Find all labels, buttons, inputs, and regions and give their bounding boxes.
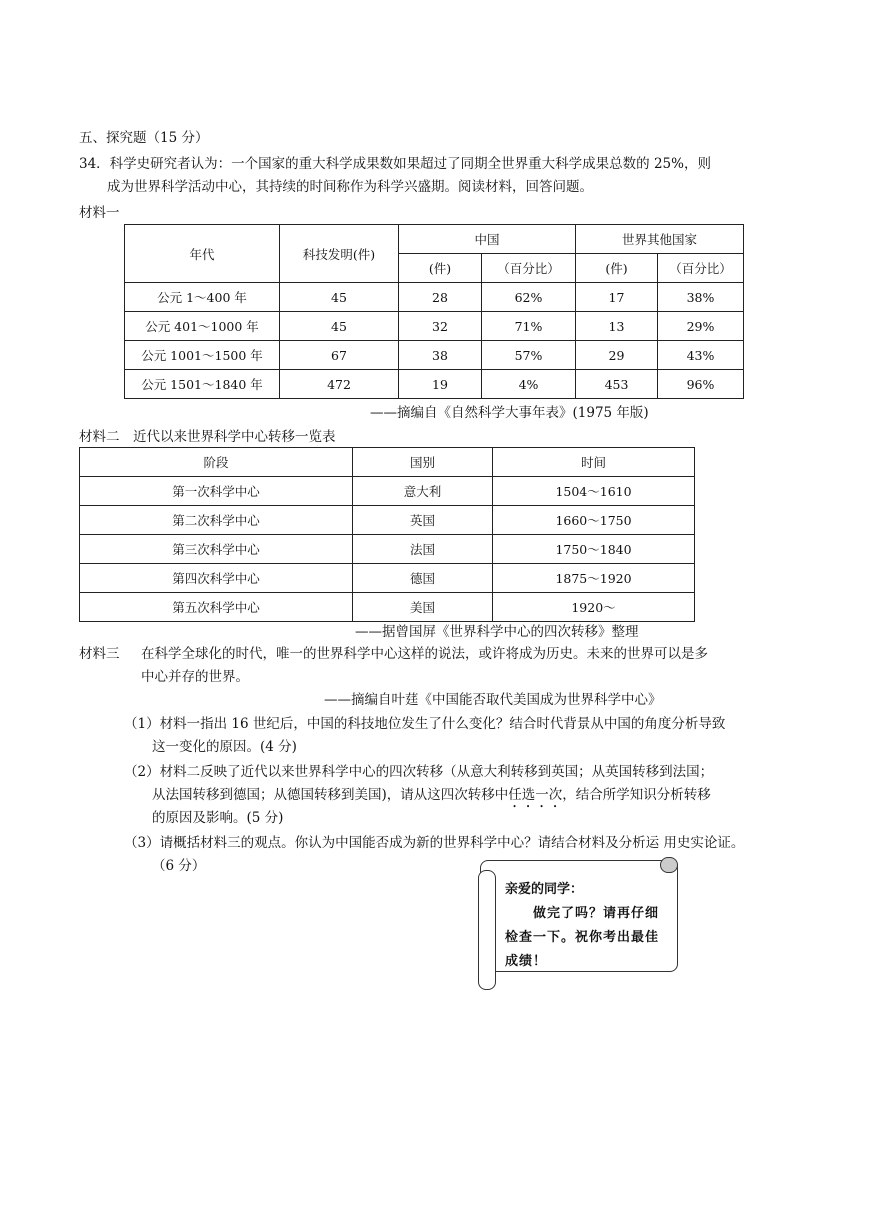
question-2-emphasis: 任选一次 <box>508 787 563 803</box>
header-others-percent: （百分比） <box>658 254 744 283</box>
header-china-percent: （百分比） <box>482 254 576 283</box>
cell-country: 美国 <box>353 593 493 622</box>
table-row <box>80 477 695 506</box>
cell-stage: 第二次科学中心 <box>80 506 353 535</box>
header-others-count: (件) <box>576 254 658 283</box>
cell-total: 45 <box>280 283 399 312</box>
section-title: 五、探究题（15 分） <box>79 130 209 146</box>
scroll-note-text <box>505 878 665 974</box>
cell-others-percent: 43% <box>658 341 744 370</box>
question-2-line2-part-a: 从法国转移到德国；从德国转移到美国)，请从这四次转移中 <box>152 787 509 803</box>
table-row <box>125 312 744 341</box>
header-time: 时间 <box>493 448 695 477</box>
cell-country: 英国 <box>353 506 493 535</box>
material1-source: ——摘编自《自然科学大事年表》(1975 年版) <box>370 405 649 421</box>
cell-stage: 第一次科学中心 <box>80 477 353 506</box>
cell-others-count: 453 <box>576 370 658 399</box>
question-1-line1: （1）材料一指出 16 世纪后，中国的科技地位发生了什么变化？结合时代背景从中国的角度分析导致 <box>124 716 726 732</box>
header-inventions: 科技发明(件) <box>280 225 399 283</box>
cell-time: 1750～1840 <box>493 535 695 564</box>
cell-others-percent: 29% <box>658 312 744 341</box>
material3-text-line1: 在科学全球化的时代，唯一的世界科学中心这样的说法，或许将成为历史。未来的世界可以是多 <box>141 646 708 662</box>
cell-stage: 第五次科学中心 <box>80 593 353 622</box>
material1-table <box>124 224 744 399</box>
material1-label: 材料一 <box>79 205 120 221</box>
cell-country: 意大利 <box>353 477 493 506</box>
cell-china-count: 19 <box>399 370 482 399</box>
cell-era: 公元 1501～1840 年 <box>125 370 280 399</box>
table-row <box>125 370 744 399</box>
cell-china-count: 32 <box>399 312 482 341</box>
table-row <box>80 506 695 535</box>
table-row <box>80 535 695 564</box>
cell-time: 1875～1920 <box>493 564 695 593</box>
cell-others-count: 13 <box>576 312 658 341</box>
material3-source: ——摘编自叶莛《中国能否取代美国成为世界科学中心》 <box>324 692 662 708</box>
scroll-note-greeting: 亲爱的同学： <box>505 882 584 897</box>
question-2-line2-part-b: ，结合所学知识分析转移 <box>562 787 711 803</box>
material2-source: ——据曾国屏《世界科学中心的四次转移》整理 <box>355 624 639 640</box>
table-row <box>80 593 695 622</box>
cell-total: 45 <box>280 312 399 341</box>
cell-others-percent: 38% <box>658 283 744 312</box>
cell-china-count: 38 <box>399 341 482 370</box>
header-stage: 阶段 <box>80 448 353 477</box>
cell-others-count: 17 <box>576 283 658 312</box>
question-stem-line2: 成为世界科学活动中心，其持续的时间称作为科学兴盛期。阅读材料，回答问题。 <box>107 179 593 195</box>
table-row <box>125 283 744 312</box>
cell-era: 公元 1～400 年 <box>125 283 280 312</box>
cell-time: 1920～ <box>493 593 695 622</box>
header-china-count: (件) <box>399 254 482 283</box>
cell-china-percent: 4% <box>482 370 576 399</box>
material2-table <box>79 447 695 622</box>
cell-era: 公元 1001～1500 年 <box>125 341 280 370</box>
cell-total: 67 <box>280 341 399 370</box>
cell-time: 1660～1750 <box>493 506 695 535</box>
question-2-line3: 的原因及影响。(5 分) <box>152 810 284 826</box>
material3-text-line2: 中心并存的世界。 <box>141 669 249 685</box>
scroll-note-body: 做完了吗？请再仔细检查一下。祝你考出最佳成绩！ <box>505 906 660 969</box>
header-country: 国别 <box>353 448 493 477</box>
cell-china-count: 28 <box>399 283 482 312</box>
cell-stage: 第三次科学中心 <box>80 535 353 564</box>
question-1-line2: 这一变化的原因。(4 分) <box>152 739 297 755</box>
cell-others-percent: 96% <box>658 370 744 399</box>
cell-stage: 第四次科学中心 <box>80 564 353 593</box>
cell-others-count: 29 <box>576 341 658 370</box>
cell-total: 472 <box>280 370 399 399</box>
question-stem-line1: 34．科学史研究者认为：一个国家的重大科学成果数如果超过了同期全世界重大科学成果总数的 25%，则 <box>79 156 711 172</box>
cell-china-percent: 62% <box>482 283 576 312</box>
header-others: 世界其他国家 <box>576 225 744 254</box>
material2-label: 材料二 近代以来世界科学中心转移一览表 <box>79 429 336 445</box>
question-3-line1: （3）请概括材料三的观点。你认为中国能否成为新的世界科学中心？请结合材料及分析运 用史实论证。 <box>124 835 745 851</box>
cell-time: 1504～1610 <box>493 477 695 506</box>
cell-china-percent: 57% <box>482 341 576 370</box>
table-row <box>125 341 744 370</box>
cell-country: 德国 <box>353 564 493 593</box>
header-era: 年代 <box>125 225 280 283</box>
question-3-line2: （6 分） <box>152 858 206 874</box>
header-china: 中国 <box>399 225 576 254</box>
cell-era: 公元 401～1000 年 <box>125 312 280 341</box>
cell-country: 法国 <box>353 535 493 564</box>
question-2-line1: （2）材料二反映了近代以来世界科学中心的四次转移（从意大利转移到英国；从英国转移到法国； <box>124 764 714 780</box>
material3-label: 材料三 <box>79 646 120 662</box>
table-row <box>80 564 695 593</box>
scroll-roll-left <box>478 870 496 990</box>
scroll-roll-top <box>660 857 678 873</box>
cell-china-percent: 71% <box>482 312 576 341</box>
